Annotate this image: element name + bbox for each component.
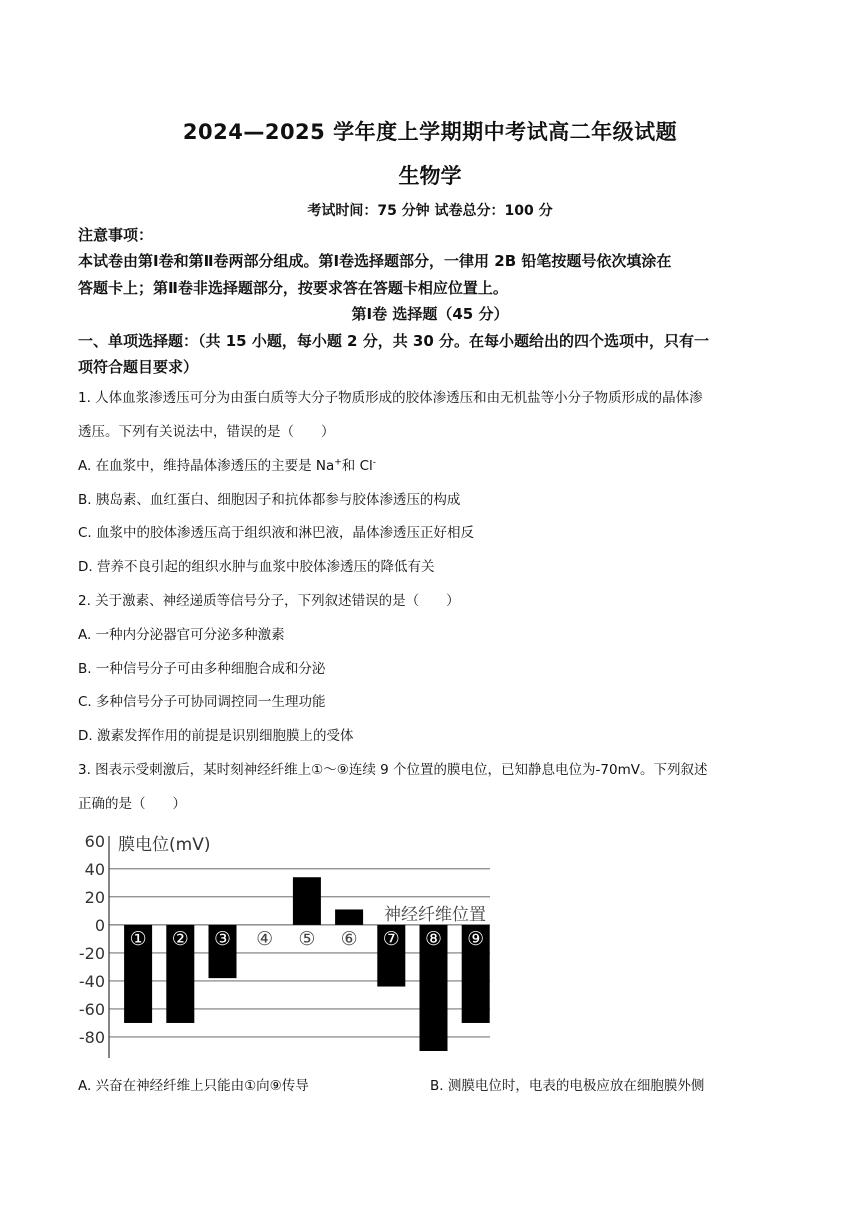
exam-info: 考试时间：75 分钟 试卷总分：100 分 bbox=[307, 203, 553, 219]
part1-line-1: 一、单项选择题：（共 15 小题，每小题 2 分，共 30 分。在每小题给出的四个选项中，只有一 bbox=[78, 332, 710, 350]
x-axis-label: 神经纤维位置 bbox=[384, 904, 486, 925]
notice-line-2: 答题卡上；第Ⅱ卷非选择题部分，按要求答在答题卡相应位置上。 bbox=[78, 279, 508, 297]
y-axis-label: 膜电位(mV) bbox=[118, 835, 211, 855]
q2-option-c: C. 多种信号分子可协同调控同一生理功能 bbox=[78, 694, 326, 710]
bar bbox=[335, 909, 363, 924]
q1-option-a: A. 在血浆中，维持晶体渗透压的主要是 Na+和 Cl- bbox=[78, 457, 377, 474]
membrane-potential-chart bbox=[78, 826, 498, 1066]
x-category-label: ⑧ bbox=[424, 927, 443, 950]
x-category-label: ① bbox=[129, 927, 147, 950]
q3-stem-line-1: 3. 图表示受刺激后，某时刻神经纤维上①～⑨连续 9 个位置的膜电位，已知静息电位为-70mV。下列叙述 bbox=[78, 762, 708, 778]
y-tick-label: 60 bbox=[84, 831, 105, 851]
y-tick-label: -80 bbox=[78, 1027, 105, 1047]
q1-stem-line-1: 1. 人体血浆渗透压可分为由蛋白质等大分子物质形成的胶体渗透压和由无机盐等小分子物质形成的晶体渗 bbox=[78, 390, 703, 406]
x-category-label: ⑨ bbox=[467, 927, 485, 950]
q3-option-b: B. 测膜电位时，电表的电极应放在细胞膜外侧 bbox=[430, 1078, 705, 1094]
x-category-label: ③ bbox=[213, 927, 232, 950]
y-tick-label: -40 bbox=[78, 971, 105, 991]
x-category-label: ⑤ bbox=[298, 927, 316, 950]
q2-option-d: D. 激素发挥作用的前提是识别细胞膜上的受体 bbox=[78, 728, 354, 744]
notice-line-1: 本试卷由第Ⅰ卷和第Ⅱ卷两部分组成。第Ⅰ卷选择题部分，一律用 2B 铅笔按题号依次填涂在 bbox=[78, 252, 672, 270]
q2-stem: 2. 关于激素、神经递质等信号分子，下列叙述错误的是（ ） bbox=[78, 593, 460, 609]
x-category-label: ④ bbox=[256, 927, 274, 950]
x-category-label: ⑥ bbox=[340, 927, 358, 950]
section-title: 第Ⅰ卷 选择题（45 分） bbox=[351, 305, 509, 323]
y-tick-label: -60 bbox=[78, 999, 105, 1019]
q2-option-a: A. 一种内分泌器官可分泌多种激素 bbox=[78, 627, 285, 643]
subject-title: 生物学 bbox=[398, 164, 462, 188]
notice-heading: 注意事项： bbox=[78, 226, 154, 244]
bar bbox=[293, 877, 321, 925]
x-category-label: ② bbox=[171, 927, 189, 950]
y-tick-label: 40 bbox=[84, 859, 105, 879]
q1-option-d: D. 营养不良引起的组织水肿与血浆中胶体渗透压的降低有关 bbox=[78, 559, 435, 575]
x-category-label: ⑦ bbox=[382, 927, 400, 950]
y-tick-label: -20 bbox=[78, 943, 105, 963]
q2-option-b: B. 一种信号分子可由多种细胞合成和分泌 bbox=[78, 661, 326, 677]
q1-option-b: B. 胰岛素、血红蛋白、细胞因子和抗体都参与胶体渗透压的构成 bbox=[78, 492, 461, 508]
q3-stem-line-2: 正确的是（ ） bbox=[78, 796, 186, 812]
q1-option-c: C. 血浆中的胶体渗透压高于组织液和淋巴液，晶体渗透压正好相反 bbox=[78, 525, 475, 541]
q1-stem-line-2: 透压。下列有关说法中，错误的是（ ） bbox=[78, 424, 335, 440]
part1-line-2: 项符合题目要求） bbox=[78, 358, 199, 376]
y-tick-label: 0 bbox=[94, 915, 105, 935]
page-title: 2024—2025 学年度上学期期中考试高二年级试题 bbox=[182, 120, 678, 144]
q3-option-a: A. 兴奋在神经纤维上只能由①向⑨传导 bbox=[78, 1078, 309, 1094]
y-tick-label: 20 bbox=[84, 887, 105, 907]
